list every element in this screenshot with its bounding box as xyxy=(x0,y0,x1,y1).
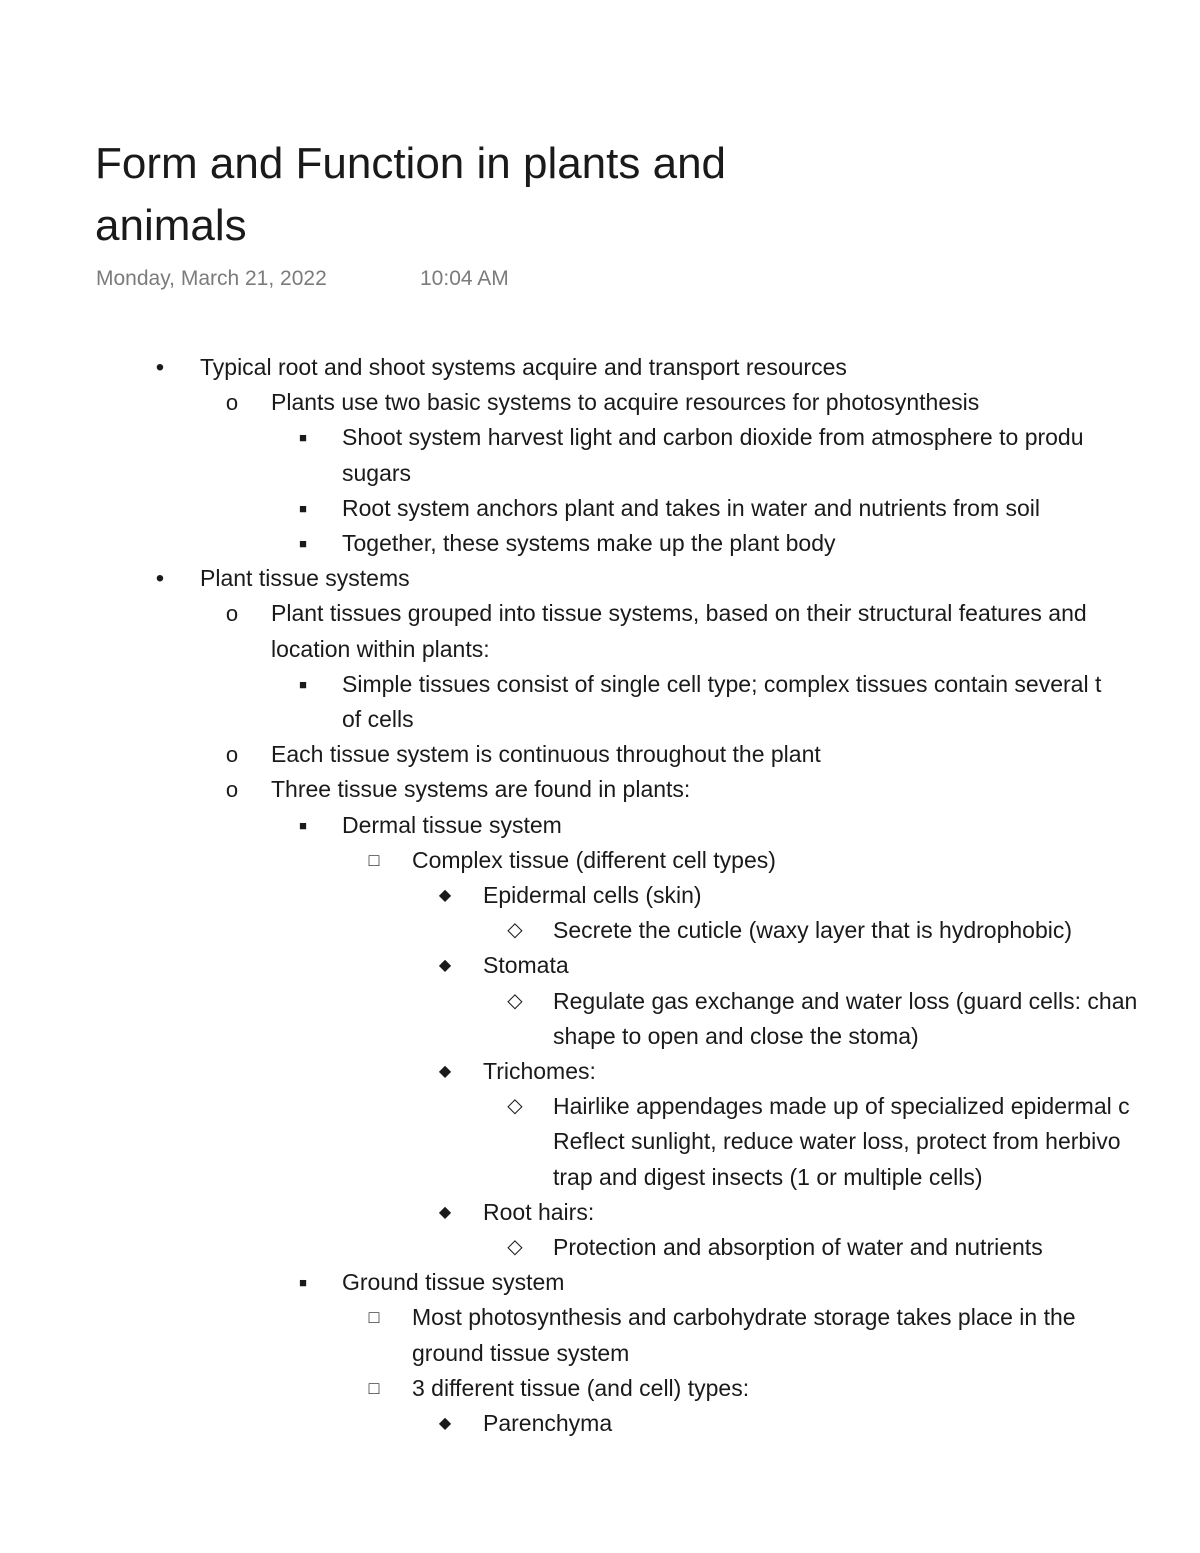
outline-line-continuation[interactable]: sugars xyxy=(342,459,412,486)
outline-item-level-4[interactable]: Stomata xyxy=(483,952,569,979)
outline-line-continuation[interactable]: ground tissue system xyxy=(412,1339,630,1366)
bullet-circle-icon: o xyxy=(225,777,239,803)
bullet-hollow-diamond-icon: ◇ xyxy=(507,1236,523,1258)
outline-item-level-4[interactable]: Trichomes: xyxy=(483,1058,596,1084)
outline-item-level-2[interactable]: Root system anchors plant and takes in water and nutrients from soil xyxy=(342,494,1041,521)
outline-line-continuation[interactable]: location within plants: xyxy=(271,635,490,662)
page-meta xyxy=(96,264,509,294)
bullet-diamond-icon: ◆ xyxy=(438,1203,452,1221)
bullet-diamond-icon: ◆ xyxy=(438,1063,452,1080)
bullet-circle-icon: o xyxy=(225,601,239,627)
bullet-square-icon: ■ xyxy=(299,817,307,833)
outline-item-level-1[interactable]: Three tissue systems are found in plants: xyxy=(271,776,691,803)
bullet-diamond-icon: ◆ xyxy=(438,887,452,904)
outline-line-continuation[interactable]: trap and digest insects (1 or multiple cells) xyxy=(553,1163,983,1190)
outline-item-level-5[interactable]: Regulate gas exchange and water loss (guard cells: chan xyxy=(553,987,1138,1014)
outline-line-continuation[interactable]: shape to open and close the stoma) xyxy=(553,1022,919,1049)
outline-item-level-1[interactable]: Plants use two basic systems to acquire resources for photosynthesis xyxy=(271,389,980,416)
bullet-diamond-icon: ◆ xyxy=(438,1415,452,1432)
outline-item-level-5[interactable]: Hairlike appendages made up of specialized epidermal c xyxy=(553,1093,1130,1120)
page-title[interactable]: Form and Function in plants and animals xyxy=(95,139,727,250)
outline-item-level-1[interactable]: Each tissue system is continuous throughout the plant xyxy=(271,741,821,768)
outline-line-continuation[interactable]: of cells xyxy=(342,706,414,732)
bullet-hollow-square-icon: □ xyxy=(368,849,380,870)
outline-item-level-4[interactable]: Root hairs: xyxy=(483,1198,595,1225)
bullet-square-icon: ■ xyxy=(299,500,307,516)
outline-item-level-3[interactable]: 3 different tissue (and cell) types: xyxy=(412,1374,750,1401)
bullet-hollow-square-icon: □ xyxy=(368,1377,380,1398)
outline-item-level-2[interactable]: Simple tissues consist of single cell type; complex tissues contain several t xyxy=(342,670,1102,697)
page-date: Monday, March 21, 2022 xyxy=(96,267,327,290)
bullet-square-icon: ■ xyxy=(299,430,307,446)
outline-item-level-2[interactable]: Together, these systems make up the plant body xyxy=(342,530,836,556)
bullet-hollow-diamond-icon: ◇ xyxy=(507,989,523,1012)
bullet-square-icon: ■ xyxy=(299,676,307,692)
outline-item-level-2[interactable]: Shoot system harvest light and carbon dioxide from atmosphere to produ xyxy=(342,424,1084,451)
bullet-circle-icon: o xyxy=(225,390,239,416)
outline-item-level-2[interactable]: Ground tissue system xyxy=(342,1269,565,1296)
outline-item-level-4[interactable]: Parenchyma xyxy=(483,1410,613,1436)
outline-item-level-2[interactable]: Dermal tissue system xyxy=(342,811,562,838)
outline-item-level-0[interactable]: Plant tissue systems xyxy=(200,565,410,592)
bullet-diamond-icon: ◆ xyxy=(438,957,452,975)
bullet-hollow-square-icon: □ xyxy=(368,1307,380,1328)
bullet-square-icon: ■ xyxy=(299,1275,307,1291)
outline-item-level-0[interactable]: Typical root and shoot systems acquire and transport resources xyxy=(200,354,847,380)
outline-item-level-3[interactable]: Most photosynthesis and carbohydrate storage takes place in the xyxy=(412,1304,1076,1331)
bullet-square-icon: ■ xyxy=(299,536,307,551)
bullet-dot-icon: • xyxy=(155,565,165,593)
notes-outline[interactable] xyxy=(0,350,1200,1440)
outline-item-level-5[interactable]: Protection and absorption of water and nutrients xyxy=(553,1234,1043,1260)
outline-line-continuation[interactable]: Reflect sunlight, reduce water loss, protect from herbivo xyxy=(553,1128,1121,1155)
bullet-dot-icon: • xyxy=(155,354,165,381)
outline-item-level-4[interactable]: Epidermal cells (skin) xyxy=(483,882,702,908)
outline-item-level-1[interactable]: Plant tissues grouped into tissue systems, based on their structural features and xyxy=(271,600,1087,627)
bullet-hollow-diamond-icon: ◇ xyxy=(507,1095,523,1118)
outline-item-level-5[interactable]: Secrete the cuticle (waxy layer that is hydrophobic) xyxy=(553,917,1073,944)
page-time: 10:04 AM xyxy=(420,267,509,290)
bullet-circle-icon: o xyxy=(225,742,239,768)
outline-item-level-3[interactable]: Complex tissue (different cell types) xyxy=(412,846,776,873)
bullet-hollow-diamond-icon: ◇ xyxy=(507,919,523,942)
